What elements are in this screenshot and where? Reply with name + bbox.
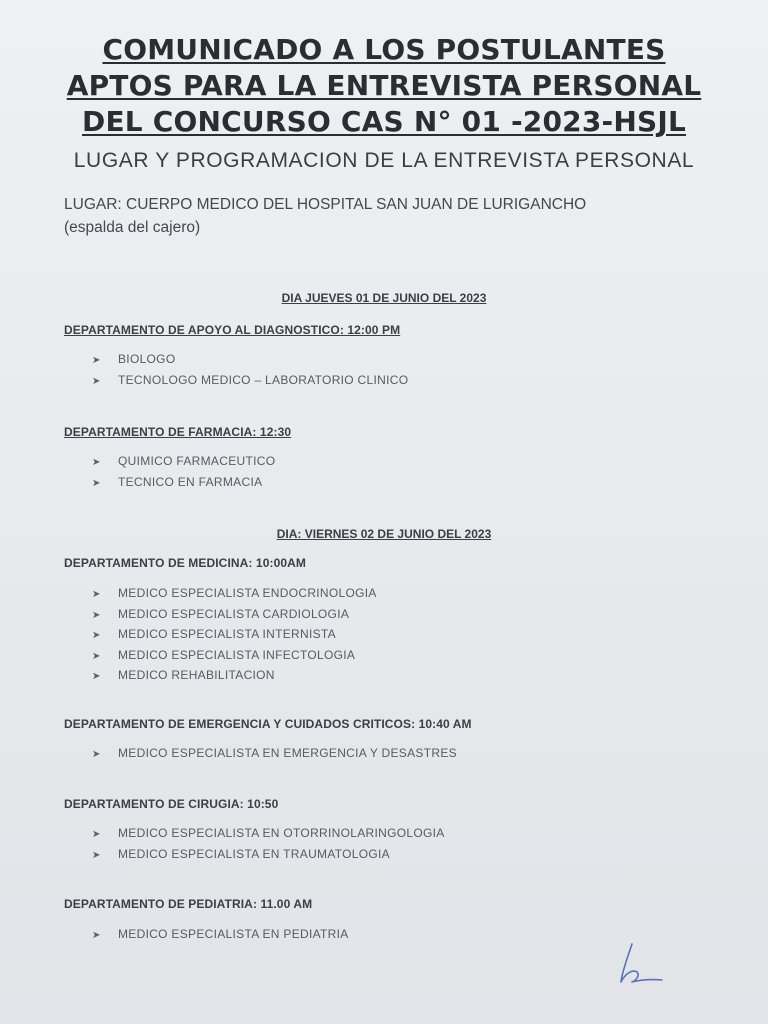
list-item: ➤ MEDICO ESPECIALISTA EN EMERGENCIA Y DESASTRES (92, 744, 457, 765)
list-item: ➤ MEDICO ESPECIALISTA EN TRAUMATOLOGIA (92, 845, 445, 866)
list-item: ➤ MEDICO ESPECIALISTA INFECTOLOGIA (92, 646, 377, 667)
list-item: ➤ MEDICO ESPECIALISTA EN OTORRINOLARINGOLOGIA (92, 824, 445, 845)
item-list (92, 350, 408, 391)
location-text (64, 193, 704, 239)
list-item: ➤ MEDICO ESPECIALISTA CARDIOLOGIA (92, 605, 377, 626)
item-list (92, 452, 275, 493)
list-item: ➤ TECNOLOGO MEDICO – LABORATORIO CLINICO (92, 371, 408, 392)
item-list (92, 925, 349, 946)
arrow-bullet-icon: ➤ (92, 930, 101, 941)
list-item: ➤ MEDICO REHABILITACION (92, 666, 377, 687)
section-header: DEPARTAMENTO DE EMERGENCIA Y CUIDADOS CRITICOS: 10:40 AM (64, 717, 472, 731)
arrow-bullet-icon: ➤ (92, 749, 101, 760)
arrow-bullet-icon: ➤ (92, 671, 101, 682)
title-line-2: APTOS PARA LA ENTREVISTA PERSONAL (66, 69, 702, 102)
item-list (92, 824, 445, 865)
arrow-bullet-icon: ➤ (92, 650, 101, 662)
item-list (92, 744, 457, 765)
location-line-2: (espalda del cajero) (64, 219, 201, 236)
signature-icon (612, 938, 672, 988)
list-item: ➤ BIOLOGO (92, 350, 408, 371)
list-item: ➤ TECNICO EN FARMACIA (92, 473, 275, 494)
subtitle: LUGAR Y PROGRAMACION DE LA ENTREVISTA PERSONAL (73, 149, 695, 172)
arrow-bullet-icon: ➤ (92, 589, 101, 600)
arrow-bullet-icon: ➤ (92, 609, 101, 621)
day2-date: DIA: VIERNES 02 DE JUNIO DEL 2023 (276, 527, 492, 541)
section-header: DEPARTAMENTO DE PEDIATRIA: 11.00 AM (64, 897, 313, 911)
item-list (92, 584, 377, 687)
arrow-bullet-icon: ➤ (92, 630, 101, 641)
day1-date: DIA JUEVES 01 DE JUNIO DEL 2023 (281, 291, 487, 305)
list-item: ➤ QUIMICO FARMACEUTICO (92, 452, 275, 473)
section-header: DEPARTAMENTO DE APOYO AL DIAGNOSTICO: 12:00 PM (64, 323, 401, 337)
arrow-bullet-icon: ➤ (92, 375, 101, 387)
list-item: ➤ MEDICO ESPECIALISTA EN PEDIATRIA (92, 925, 349, 946)
arrow-bullet-icon: ➤ (92, 355, 101, 366)
arrow-bullet-icon: ➤ (92, 829, 101, 840)
arrow-bullet-icon: ➤ (92, 477, 101, 489)
location-line-1: LUGAR: CUERPO MEDICO DEL HOSPITAL SAN JUAN DE LURIGANCHO (64, 196, 587, 213)
page-title (0, 32, 768, 140)
list-item: ➤ MEDICO ESPECIALISTA INTERNISTA (92, 625, 377, 646)
section-header: DEPARTAMENTO DE MEDICINA: 10:00AM (64, 556, 306, 570)
title-line-1: COMUNICADO A LOS POSTULANTES (102, 33, 666, 66)
list-item: ➤ MEDICO ESPECIALISTA ENDOCRINOLOGIA (92, 584, 377, 605)
section-header: DEPARTAMENTO DE CIRUGIA: 10:50 (64, 797, 279, 811)
title-line-3: DEL CONCURSO CAS N° 01 -2023-HSJL (82, 105, 686, 138)
arrow-bullet-icon: ➤ (92, 457, 101, 468)
section-header: DEPARTAMENTO DE FARMACIA: 12:30 (64, 425, 292, 439)
arrow-bullet-icon: ➤ (92, 849, 101, 861)
